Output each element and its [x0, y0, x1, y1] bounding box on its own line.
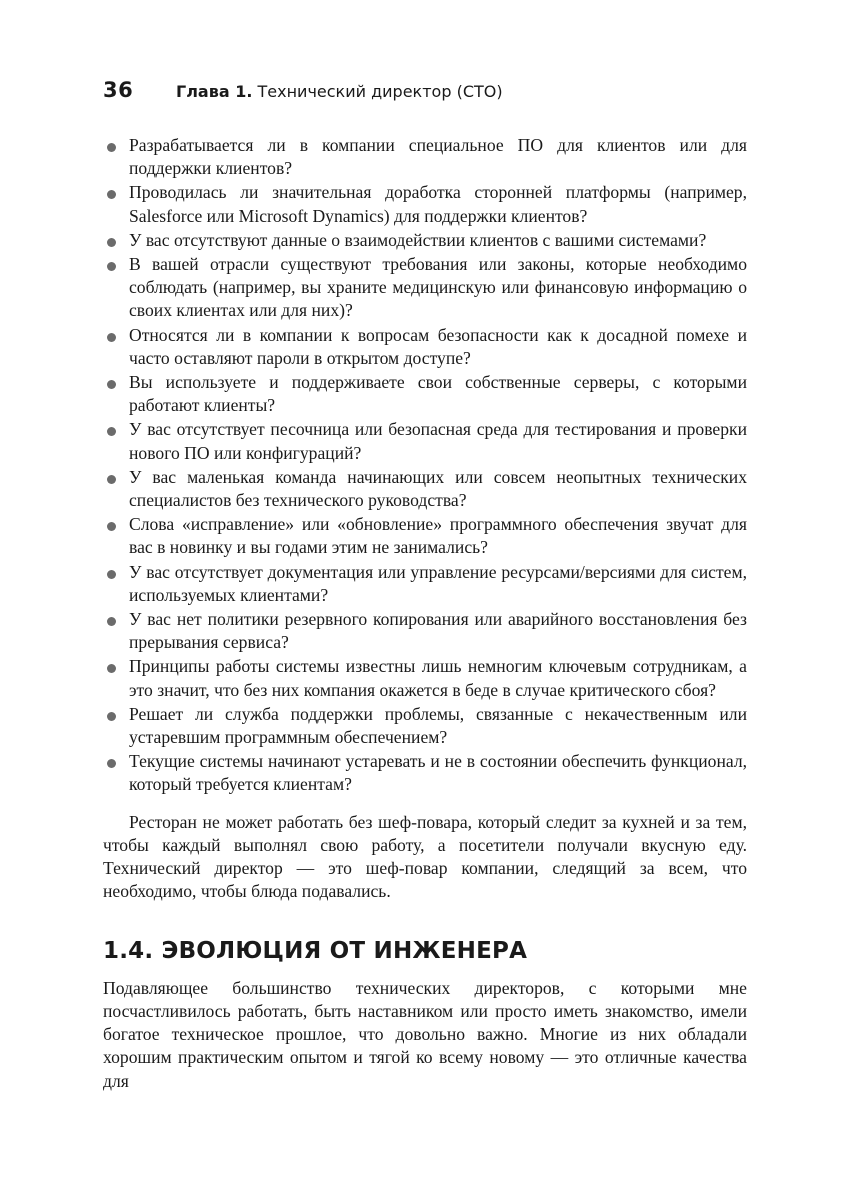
bullet-icon	[107, 712, 116, 721]
bullet-item	[103, 655, 747, 701]
bullet-item	[103, 253, 747, 323]
running-header	[103, 78, 503, 102]
bullet-item	[103, 561, 747, 607]
bullet-icon	[107, 427, 116, 436]
bullet-icon	[107, 759, 116, 768]
bullet-text: У вас отсутствует песочница или безопасная среда для тестирования и проверки нового ПО или конфигураций?	[129, 419, 747, 463]
bullet-text: Текущие системы начинают устаревать и не в состоянии обеспечить функционал, который требуется клиентам?	[129, 751, 747, 795]
bullet-icon	[107, 664, 116, 673]
bullet-text: У вас отсутствует документация или управление ресурсами/версиями для систем, используемых клиентами?	[129, 561, 747, 605]
bullet-text: Слова «исправление» или «обновление» программного обеспечения звучат для вас в новинку и вы годами этим не занимались?	[129, 514, 747, 558]
bullet-item	[103, 750, 747, 796]
bullet-text: Разрабатывается ли в компании специальное ПО для клиентов или для поддержки клиентов?	[129, 135, 747, 179]
bullet-icon	[107, 262, 116, 271]
bullet-text: У вас отсутствуют данные о взаимодействии клиентов с вашими системами?	[129, 229, 707, 250]
bullet-icon	[107, 190, 116, 199]
page-number: 36	[103, 78, 134, 102]
bullet-item	[103, 513, 747, 559]
bullet-item	[103, 418, 747, 464]
chapter-title: Технический директор (CTO)	[252, 82, 503, 101]
bullet-item	[103, 703, 747, 749]
bullet-icon	[107, 570, 116, 579]
bullet-item	[103, 466, 747, 512]
bullet-icon	[107, 333, 116, 342]
bullet-text: Вы используете и поддерживаете свои собственные серверы, с которыми работают клиенты?	[129, 372, 747, 416]
page-body	[103, 134, 747, 1093]
bullet-icon	[107, 238, 116, 247]
bullet-list	[103, 134, 747, 797]
bullet-text: В вашей отрасли существуют требования или законы, которые необходимо соблюдать (например, вы храните медицинскую или финансовую информацию о своих клиентах или для них)?	[129, 254, 747, 321]
bullet-text: У вас нет политики резервного копирования или аварийного восстановления без прерывания сервиса?	[129, 609, 747, 653]
bullet-text: Принципы работы системы известны лишь немногим ключевым сотрудникам, а это значит, что без них компания окажется в беде в случае критического сбоя?	[129, 656, 747, 700]
bullet-icon	[107, 475, 116, 484]
bullet-icon	[107, 522, 116, 531]
bullet-item	[103, 371, 747, 417]
body-paragraph: Ресторан не может работать без шеф-повара, который следит за кухней и за тем, чтобы каждый выполнял свою работу, а посетители получали вкусную еду. Технический директор — это шеф-повар компании, следящий за всем, что необходимо, чтобы блюда подавались.	[103, 811, 747, 902]
bullet-icon	[107, 617, 116, 626]
bullet-item	[103, 324, 747, 370]
bullet-icon	[107, 380, 116, 389]
bullet-text: Проводилась ли значительная доработка сторонней платформы (например, Salesforce или Microsoft Dynamics) для поддержки клиентов?	[129, 182, 747, 226]
bullet-item	[103, 181, 747, 227]
bullet-text: У вас маленькая команда начинающих или совсем неопытных технических специалистов без технического руководства?	[129, 466, 747, 511]
bullet-icon	[107, 143, 116, 152]
chapter-label: Глава 1.	[176, 82, 253, 101]
bullet-text: Решает ли служба поддержки проблемы, связанные с некачественным или устаревшим программным обеспечением?	[129, 703, 747, 748]
section-heading: 1.4. ЭВОЛЮЦИЯ ОТ ИНЖЕНЕРА	[103, 937, 528, 964]
running-head-title	[176, 82, 503, 101]
bullet-item	[103, 134, 747, 180]
section-paragraph: Подавляющее большинство технических директоров, с которыми мне посчастливилось работать, быть наставником или просто иметь знакомство, имели богатое техническое прошлое, что довольно важно. Многие из них обладали хорошим практическим опытом и тягой ко всему новому — это отличные качества для	[103, 977, 747, 1091]
bullet-item	[103, 229, 747, 252]
bullet-text: Относятся ли в компании к вопросам безопасности как к досадной помехе и часто оставляют пароли в открытом доступе?	[129, 324, 747, 368]
bullet-item	[103, 608, 747, 654]
